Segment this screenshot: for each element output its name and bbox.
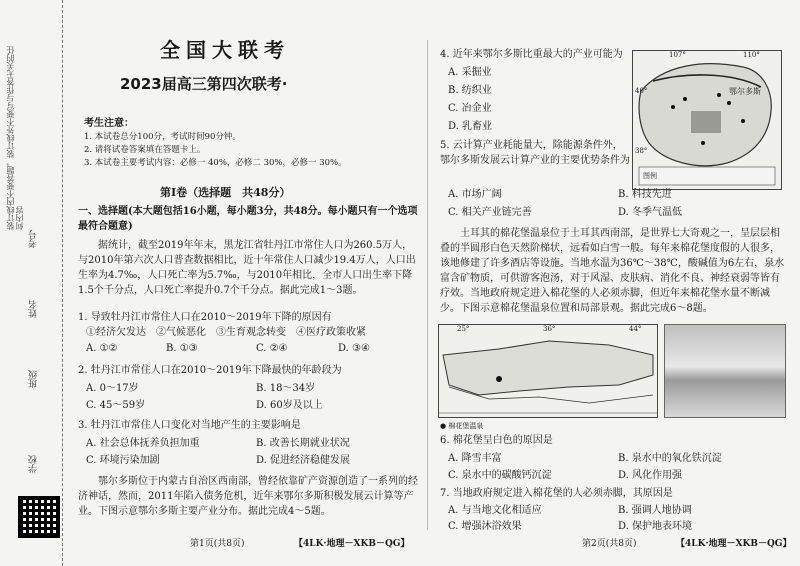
footer-code-right: 【4LK·地理－XKB－QG】 (676, 539, 792, 549)
pamukkale-photo (664, 324, 786, 418)
section-instruction: 一、选择题(本大题包括16小题，每小题3分，共48分。每小题只有一个选项最符合题意) (78, 206, 418, 232)
notice-item: 3. 本试卷主要考试内容：必修一 40%，必修二 30%，必修一 30%。 (84, 158, 347, 168)
q5-option-c[interactable]: C. 相关产业链完善 (448, 207, 532, 218)
notice-heading: 考生注意： (84, 118, 134, 129)
q4-option-d[interactable]: D. 乳畜业 (448, 121, 493, 132)
map1-lon1: 107° (669, 51, 686, 59)
binding-strip (0, 0, 63, 566)
q2-option-a[interactable]: A. 0～17岁 (86, 383, 139, 394)
q5-option-d[interactable]: D. 冬季气温低 (618, 207, 683, 218)
map1-lat2: 38° (635, 147, 648, 155)
q3-option-c[interactable]: C. 环境污染加剧 (86, 455, 160, 466)
binding-notice: 装订线内不要答题，装订线外不要写与作答无关的任何内容 (6, 46, 24, 230)
q4-stem: 4. 近年来鄂尔多斯比重最大的产业可能为 (440, 49, 623, 60)
q2-stem: 2. 牡丹江市常住人口在2010～2019年下降最快的年龄段为 (78, 365, 342, 376)
q6-option-b[interactable]: B. 泉水中的氧化铁沉淀 (618, 453, 722, 464)
qr-code (18, 496, 60, 538)
exam-title: 全国大联考 (160, 38, 290, 62)
q6-option-d[interactable]: D. 风化作用强 (618, 470, 683, 481)
q5-stem: 5. 云计算产业耗能量大，除能源条件外，鄂尔多斯发展云计算产业的主要优势条件为 (440, 140, 630, 166)
school-label: 学校 (29, 455, 39, 473)
q5-option-a[interactable]: A. 市场广阔 (448, 189, 502, 200)
q1-option-b[interactable]: B. ①③ (166, 343, 198, 354)
q7-option-d[interactable]: D. 保护地表环境 (618, 521, 693, 532)
q1-option-c[interactable]: C. ②④ (256, 343, 288, 354)
section-title: 第Ⅰ卷（选择题 共48分） (160, 186, 291, 199)
map1-lat1: 40° (635, 87, 648, 95)
map1-lon2: 110° (743, 51, 760, 59)
q1-option-d[interactable]: D. ③④ (338, 343, 370, 354)
exam-subtitle: 2023届高三第四次联考· (120, 75, 288, 93)
map2-caption: ● 棉花堡温泉 (440, 422, 484, 430)
name-label: 姓名 (29, 300, 39, 318)
q3-option-a[interactable]: A. 社会总体抚养负担加重 (86, 438, 200, 449)
class-label: 班级 (29, 370, 39, 388)
map1-city: 鄂尔多斯 (729, 87, 761, 96)
map1-legend: 图例 (643, 172, 657, 180)
passage-1: 据统计，截至2019年年末，黑龙江省牡丹江市常住人口为260.5万人，与2010年第六次人口普查数据相比，近十年常住人口减少19.4万人，人口出生率为4.7‰，人口死亡率为5.7‰，与2010年相比，全市人口出生率下降1.5个千分点，人口死亡率提升0.7个千分点。据此完成1～3题。 (78, 240, 416, 296)
ordos-map (632, 50, 782, 190)
q2-option-b[interactable]: B. 18～34岁 (256, 383, 316, 394)
q1-stem: 1. 导致牡丹江市常住人口在2010～2019年下降的原因有 (78, 312, 332, 323)
passage-3: 土耳其的棉花堡温泉位于土耳其西南部，是世界七大奇观之一，呈层层相叠的半圆形白色天然阶梯状，远看如白雪一般。每年来棉花堡度假的人很多，该地修建了许多酒店等设施。当地水温为36℃～38℃，酸碱值为6左右，泉水富含矿物质，可供游客泡汤，对于风湿、皮肤病、消化不良、神经衰弱等皆有疗效。当地政府规定进入棉花堡的人必须赤脚，但近年来棉花堡水量不断减少。下图示意棉花堡温泉位置和局部景观。据此完成6～8题。 (440, 228, 785, 314)
footer-page-left: 第1页(共8页) (190, 539, 245, 549)
footer-code-left: 【4LK·地理－XKB－QG】 (294, 539, 410, 549)
q6-option-c[interactable]: C. 泉水中的碳酸钙沉淀 (448, 470, 552, 481)
q7-option-a[interactable]: A. 与当地文化相适应 (448, 505, 542, 516)
q6-stem: 6. 棉花堡呈白色的原因是 (440, 435, 553, 446)
turkey-map-svg (439, 325, 657, 417)
turkey-map (438, 324, 658, 418)
q4-option-a[interactable]: A. 采掘业 (448, 67, 492, 78)
notice-item: 1. 本试卷总分100分，考试时间90分钟。 (84, 132, 241, 142)
ordos-map-svg (633, 51, 781, 189)
q7-option-b[interactable]: B. 强调人地协调 (618, 505, 692, 516)
q1-items: ①经济欠发达 ②气候恶化 ③生育观念转变 ④医疗政策收紧 (86, 327, 366, 338)
q6-option-a[interactable]: A. 降雪丰富 (448, 453, 502, 464)
map2-lon2: 36° (543, 325, 556, 333)
q7-option-c[interactable]: C. 增强沐浴效果 (448, 521, 522, 532)
q2-option-d[interactable]: D. 60岁及以上 (256, 400, 323, 411)
passage-2: 鄂尔多斯位于内蒙古自治区西南部，曾经依靠矿产资源创造了一系列的经济神话，然而，2011年陷入债务危机，近年来鄂尔多斯积极发展云计算等产业。下图示意鄂尔多斯主要产业分布。据此完成4～5题。 (78, 476, 418, 517)
q4-option-c[interactable]: C. 冶金业 (448, 103, 492, 114)
q5-option-b[interactable]: B. 科技先进 (618, 189, 672, 200)
q3-option-d[interactable]: D. 促进经济稳健发展 (256, 455, 351, 466)
column-divider (427, 40, 428, 530)
notice-item: 2. 请将试卷答案填在答题卡上。 (84, 145, 206, 155)
q2-option-c[interactable]: C. 45～59岁 (86, 400, 146, 411)
map2-lon1: 25° (457, 325, 470, 333)
q3-option-b[interactable]: B. 改善长期就业状况 (256, 438, 350, 449)
exam-no-label: 考号 (29, 230, 39, 248)
q1-option-a[interactable]: A. ①② (86, 343, 118, 354)
map2-lon3: 44° (629, 325, 642, 333)
q7-stem: 7. 当地政府规定进入棉花堡的人必须赤脚，其原因是 (440, 488, 673, 499)
q4-option-b[interactable]: B. 纺织业 (448, 85, 492, 96)
footer-page-right: 第2页(共8页) (582, 539, 637, 549)
q3-stem: 3. 牡丹江市常住人口变化对当地产生的主要影响是 (78, 420, 301, 431)
